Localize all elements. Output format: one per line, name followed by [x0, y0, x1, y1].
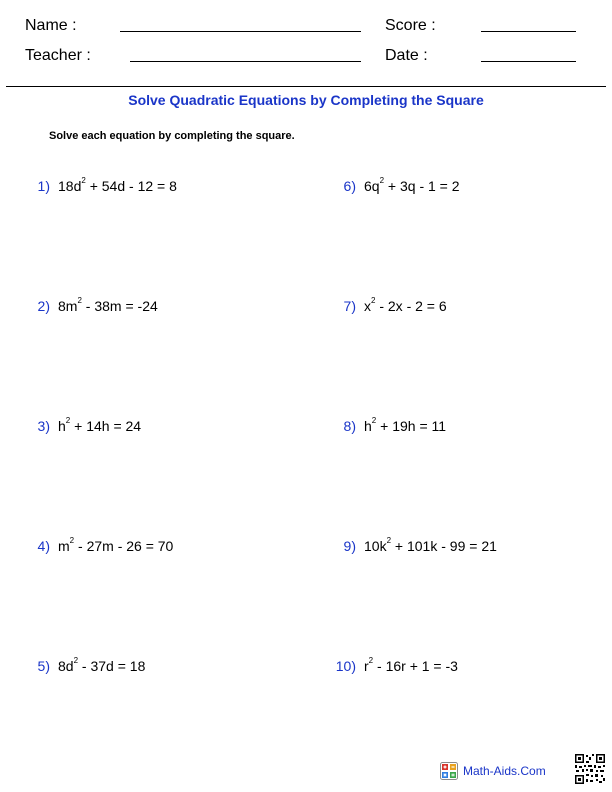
qr-code-icon — [574, 753, 606, 785]
problem-equation: $m^2 - 27m - 26 = 70$ — [58, 536, 174, 554]
problem-number: 6) — [343, 178, 356, 194]
problem-4 — [30, 538, 173, 554]
problem-equation: $x^2 - 2x - 2 = 6$ — [364, 296, 447, 314]
problem-5 — [30, 658, 145, 674]
problem-equation: $r^2 - 16r + 1 = -3$ — [364, 656, 458, 674]
problem-1 — [30, 178, 177, 194]
problem-10 — [330, 658, 458, 674]
problem-number: 5) — [37, 658, 50, 674]
problem-equation: $h^2 + 19h = 11$ — [364, 416, 447, 434]
name-label: Name : — [25, 17, 77, 34]
logo-text: Math-Aids.Com — [463, 764, 546, 778]
problem-number: 2) — [37, 298, 50, 314]
problem-6 — [330, 178, 460, 194]
problem-equation: $10k^2 + 101k - 99 = 21$ — [364, 536, 497, 554]
problem-number: 9) — [343, 538, 356, 554]
problem-9 — [330, 538, 497, 554]
problem-number: 3) — [37, 418, 50, 434]
problem-number: 8) — [343, 418, 356, 434]
date-label: Date : — [385, 47, 428, 64]
problem-equation: $8m^2 - 38m = -24$ — [58, 296, 158, 314]
problem-number: 1) — [37, 178, 50, 194]
score-field[interactable] — [481, 31, 576, 32]
problem-8 — [330, 418, 446, 434]
teacher-label: Teacher : — [25, 47, 91, 64]
problem-equation: $6q^2 + 3q - 1 = 2$ — [364, 176, 460, 194]
problem-number: 4) — [37, 538, 50, 554]
problem-3 — [30, 418, 141, 434]
header-divider — [6, 86, 606, 87]
name-field[interactable] — [120, 31, 361, 32]
problem-equation: $18d^2 + 54d - 12 = 8$ — [58, 176, 177, 194]
problem-equation: $8d^2 - 37d = 18$ — [58, 656, 146, 674]
date-field[interactable] — [481, 61, 576, 62]
problem-7 — [330, 298, 447, 314]
instructions: Solve each equation by completing the square. — [49, 130, 295, 142]
problem-equation: $h^2 + 14h = 24$ — [58, 416, 142, 434]
problem-2 — [30, 298, 158, 314]
problem-number: 10) — [335, 658, 356, 674]
worksheet-title: Solve Quadratic Equations by Completing the Square — [128, 92, 484, 108]
calculator-icon — [440, 762, 458, 780]
problem-number: 7) — [343, 298, 356, 314]
score-label: Score : — [385, 17, 436, 34]
math-aids-logo[interactable] — [440, 762, 546, 780]
teacher-field[interactable] — [130, 61, 361, 62]
